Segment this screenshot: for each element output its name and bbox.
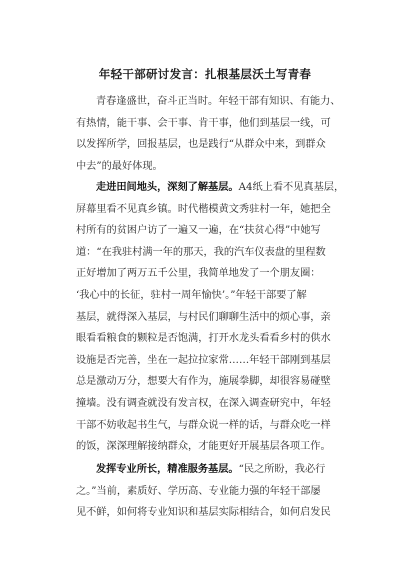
- paragraph-line: [76, 242, 338, 264]
- paragraph-line: [76, 350, 338, 372]
- paragraph-line: [76, 328, 338, 350]
- paragraph-lead: 发挥专业所长，精准服务基层。: [96, 463, 239, 475]
- paragraph-line: [76, 134, 338, 156]
- line-text: 总是激动万分，想要大有作为，施展拳脚，却很容易碰壁: [76, 376, 331, 388]
- paragraph-line: [76, 199, 338, 221]
- paragraph-line: [76, 91, 341, 113]
- paragraph: [76, 459, 338, 524]
- paragraph-line: [76, 177, 345, 199]
- paragraph-line: [76, 220, 338, 242]
- document-title: 年轻干部研讨发言：扎根基层沃土写青春: [98, 67, 312, 81]
- paragraph-line: [76, 263, 338, 285]
- line-text: 有热情，能干事、会干事、肯干事，他们到基层一线，可: [76, 117, 331, 129]
- paragraph-line: [76, 436, 338, 458]
- line-text: 干部不妨收起书生气，与群众说一样的话，与群众吃一样: [76, 419, 331, 431]
- paragraph-line: [76, 156, 338, 178]
- line-text: 眼看看粮食的颗粒是否饱满，打开水龙头看看乡村的供水: [76, 333, 331, 345]
- line-text: 以发挥所学，回报基层，也是践行“从群众中来，到群众: [76, 139, 326, 151]
- paragraph-line: [76, 481, 338, 503]
- line-text: 撞墙。没有调查就没有发言权，在深入调查研究中，年轻: [76, 397, 331, 409]
- line-text: “民之所盼，我必行: [238, 464, 326, 475]
- line-text: A4纸上看不见真基层，: [238, 182, 345, 193]
- line-text: 正好增加了两万五千公里，我简单地发了一个朋友圈：: [76, 268, 321, 280]
- line-text: 青春逢盛世，奋斗正当时。年轻干部有知识、有能力、: [96, 96, 341, 107]
- paragraph-line: [76, 459, 338, 481]
- paragraph-line: [76, 113, 338, 135]
- line-text: 设施是否完善，坐在一起拉拉家常……年轻干部刚到基层: [76, 354, 331, 366]
- paragraph: [76, 177, 345, 458]
- line-text: 之。”当前，素质好、学历高、专业能力强的年轻干部屡: [76, 485, 321, 497]
- paragraph: [76, 91, 341, 177]
- line-text: 村所有的贫困户访了一遍又一遍，在“扶贫心得”中她写: [76, 225, 321, 237]
- paragraph-line: [76, 285, 338, 307]
- paragraph-lead: 走进田间地头，深刻了解基层。: [96, 181, 239, 193]
- line-text: 道：“在我驻村满一年的那天，我的汽车仪表盘的里程数: [76, 246, 326, 258]
- paragraph-line: [76, 502, 338, 524]
- paragraph-line: [76, 415, 338, 437]
- line-text: 见不鲜，如何将专业知识和基层实际相结合，如何启发民: [76, 507, 331, 519]
- line-text: 基层，就得深入基层，与村民们聊聊生活中的烦心事，亲: [76, 311, 331, 323]
- line-text: 中去”的最好体现。: [76, 160, 163, 172]
- line-text: ‘我心中的长征，驻村一周年愉快’。”年轻干部要了解: [76, 289, 307, 301]
- line-text: 的饭，深深理解接纳群众，才能更好开展基层各项工作。: [76, 441, 331, 453]
- paragraph-line: [76, 393, 338, 415]
- paragraph-line: [76, 371, 338, 393]
- paragraph-line: [76, 307, 338, 329]
- line-text: 屏幕里看不见真乡镇。时代楷模黄文秀驻村一年，她把全: [76, 203, 331, 215]
